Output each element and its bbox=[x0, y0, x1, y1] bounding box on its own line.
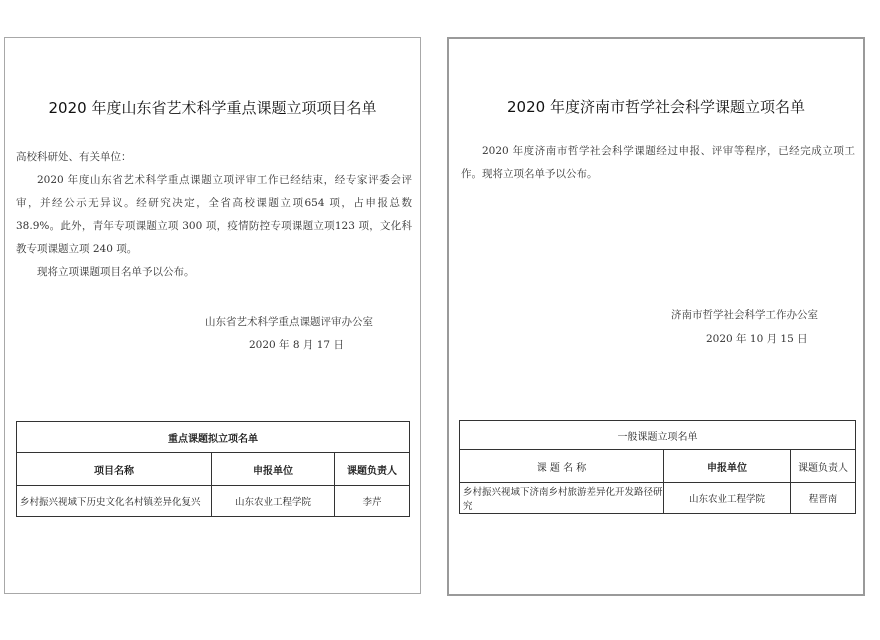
left-document-page bbox=[4, 37, 421, 594]
right-project-table bbox=[459, 420, 856, 514]
right-doc-date: 2020 年 10 月 15 日 bbox=[706, 333, 808, 345]
left-table-header-project: 项目名称 bbox=[17, 453, 212, 486]
left-doc-body: 2020 年度山东省艺术科学重点课题立项评审工作已经结束，经专家评委会评审，并经公示无异议。经研究决定，全省高校课题立项654 项，占申报总数 38.9%。此外，青年专项课题立项 300 项，疫情防控专项课题立项123 项，文化科教专项课题立项 240 项。 bbox=[16, 174, 412, 255]
right-table-cell-project: 乡村振兴视域下济南乡村旅游差异化开发路径研究 bbox=[460, 483, 664, 514]
left-table-header-leader: 课题负责人 bbox=[335, 453, 410, 486]
table-row bbox=[460, 483, 856, 514]
left-doc-announcement: 现将立项课题项目名单予以公布。 bbox=[37, 266, 195, 278]
right-table-header-leader: 课题负责人 bbox=[791, 450, 856, 483]
left-table-cell-unit: 山东农业工程学院 bbox=[212, 486, 335, 517]
right-doc-title: 2020 年度济南市哲学社会科学课题立项名单 bbox=[507, 98, 805, 116]
left-doc-title: 2020 年度山东省艺术科学重点课题立项项目名单 bbox=[48, 99, 377, 117]
table-row bbox=[17, 486, 410, 517]
left-doc-date: 2020 年 8 月 17 日 bbox=[249, 339, 344, 351]
right-table-caption: 一般课题立项名单 bbox=[460, 421, 856, 450]
right-document-page bbox=[447, 37, 865, 596]
right-doc-body: 2020 年度济南市哲学社会科学课题经过申报、评审等程序，已经完成立项工作。现将立项名单予以公布。 bbox=[461, 145, 855, 180]
left-doc-salutation: 高校科研处、有关单位： bbox=[16, 151, 132, 163]
right-table-cell-unit: 山东农业工程学院 bbox=[664, 483, 791, 514]
right-table-cell-leader: 程晋南 bbox=[791, 483, 856, 514]
left-table-cell-project: 乡村振兴视域下历史文化名村镇差异化复兴 bbox=[17, 486, 212, 517]
left-doc-signer: 山东省艺术科学重点课题评审办公室 bbox=[205, 316, 373, 328]
left-table-cell-leader: 李芹 bbox=[335, 486, 410, 517]
right-table-header-project: 课 题 名 称 bbox=[460, 450, 664, 483]
right-doc-signer: 济南市哲学社会科学工作办公室 bbox=[671, 309, 818, 321]
right-table-header-unit: 申报单位 bbox=[664, 450, 791, 483]
left-project-table bbox=[16, 421, 410, 517]
left-table-caption: 重点课题拟立项名单 bbox=[17, 422, 410, 453]
left-table-header-unit: 申报单位 bbox=[212, 453, 335, 486]
